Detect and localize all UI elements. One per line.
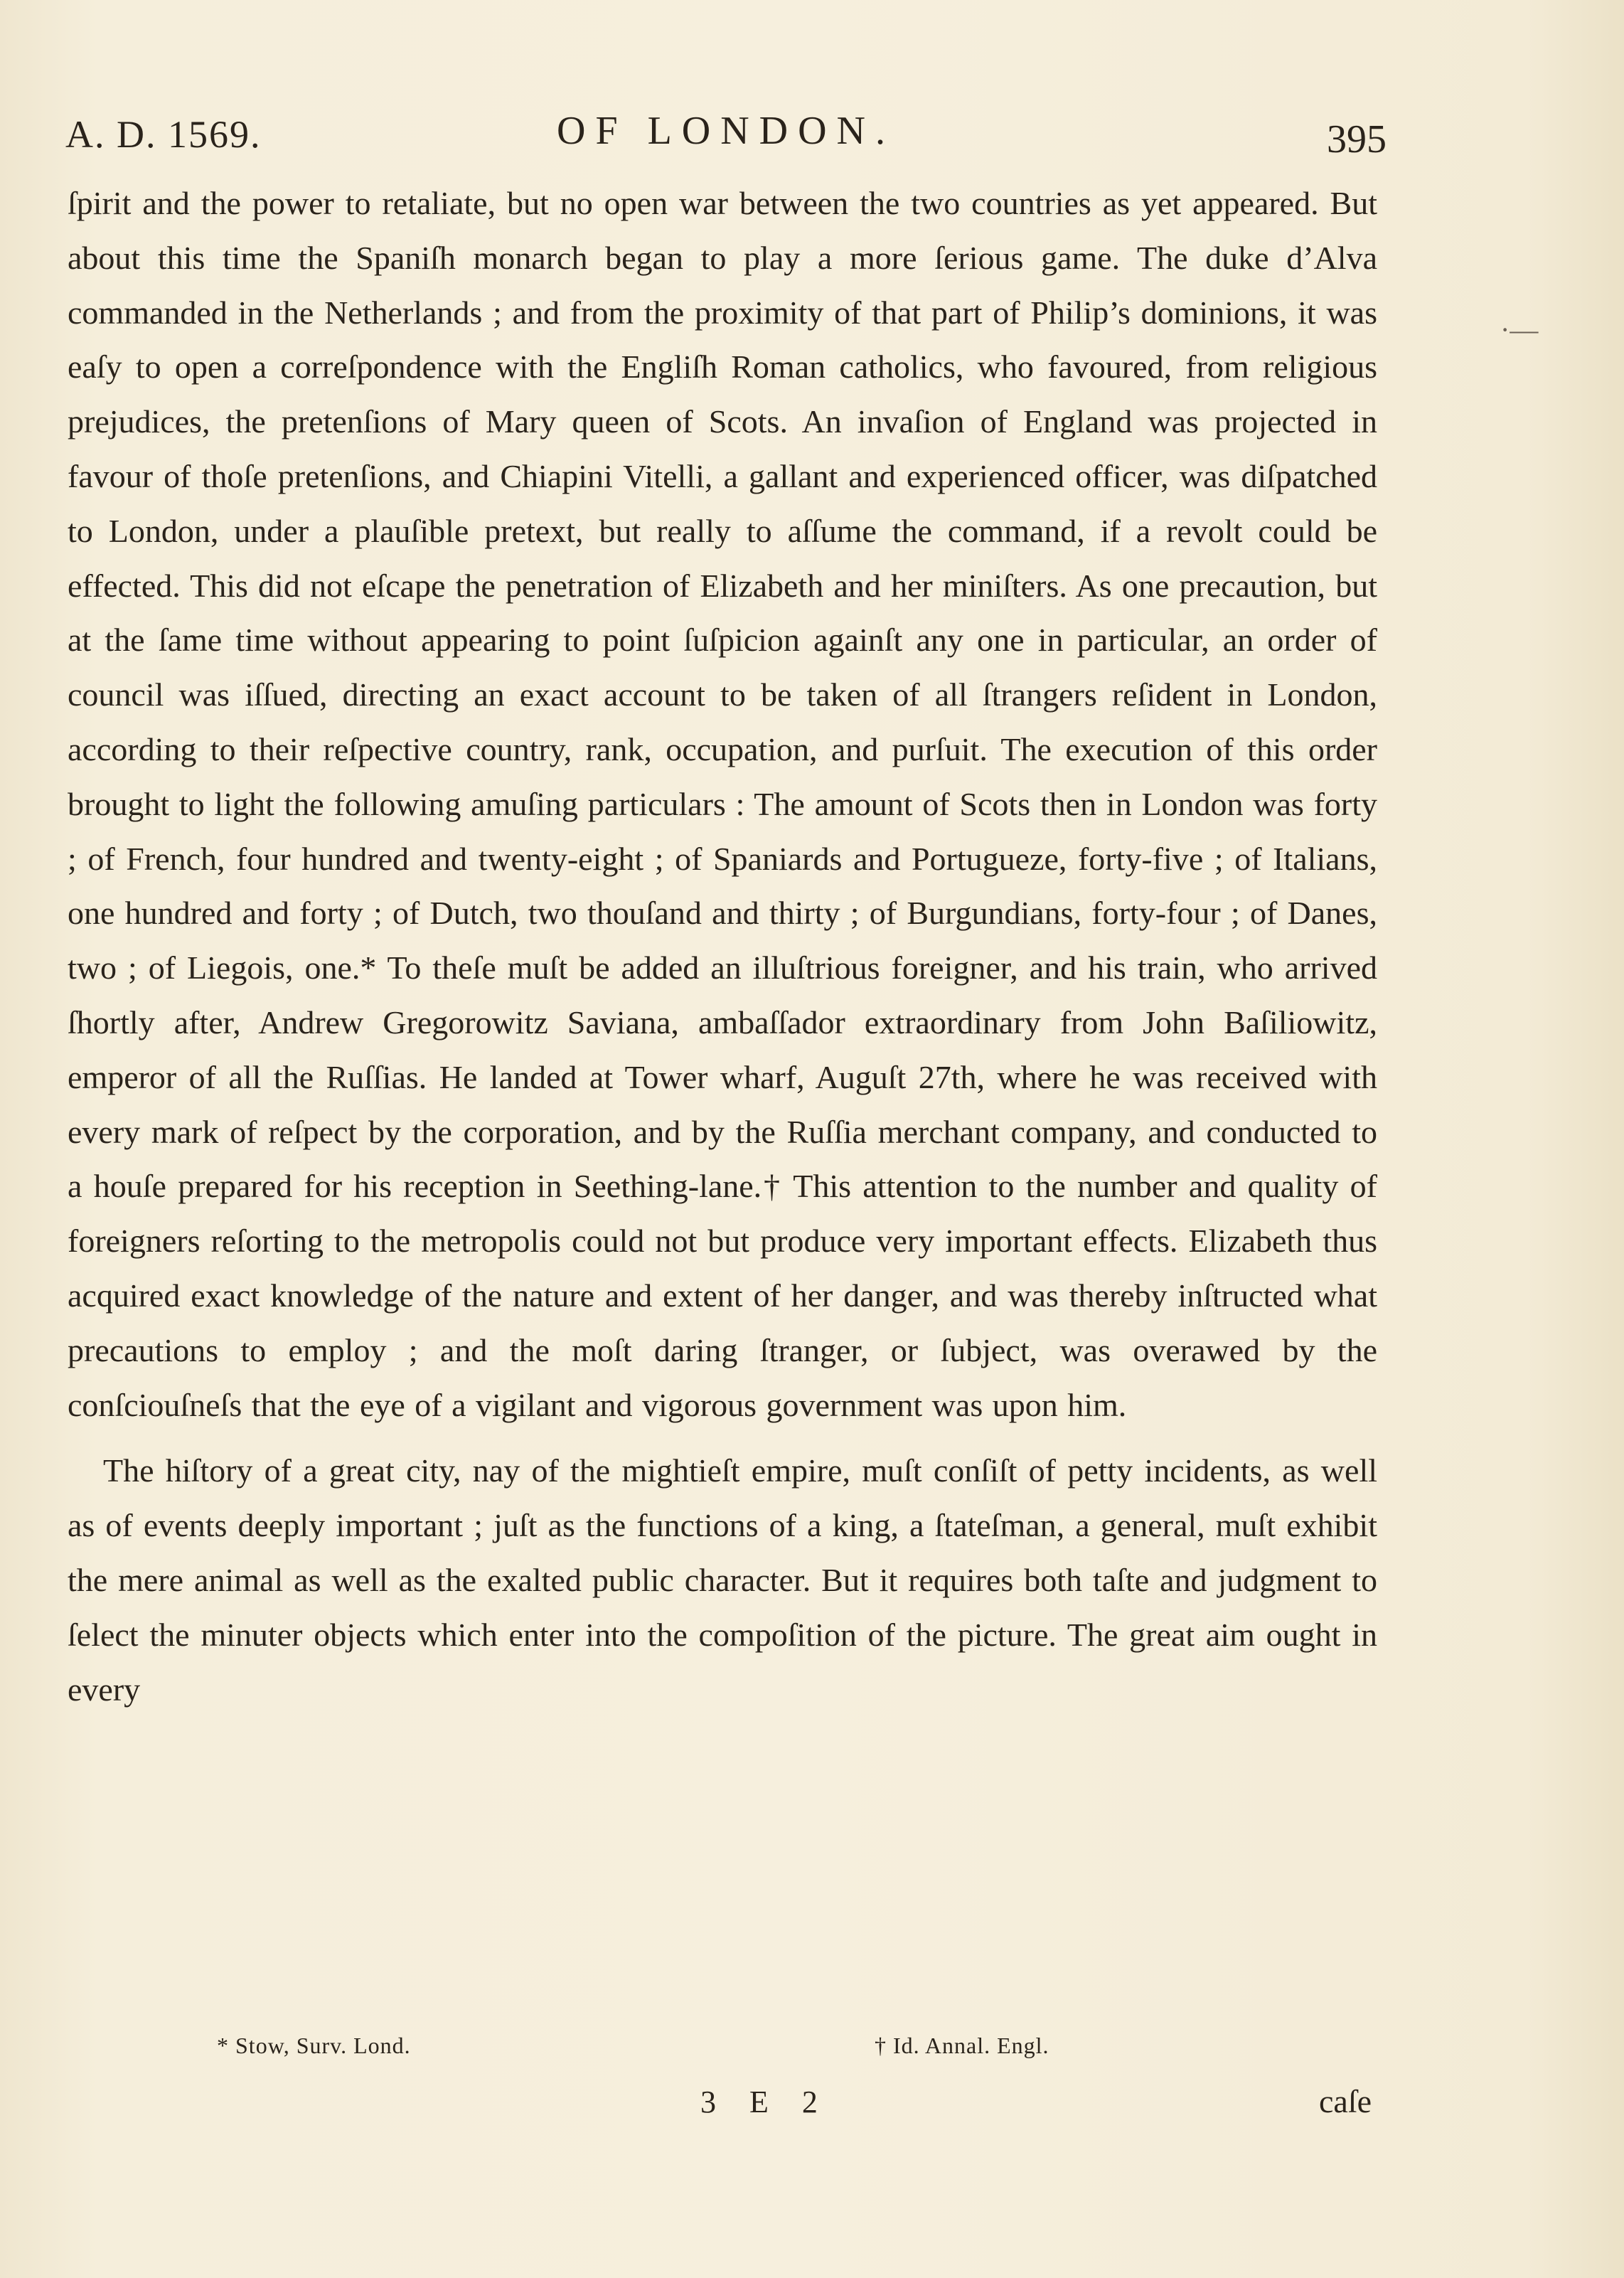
- paragraph-1: ſpirit and the power to retaliate, but no open war between the two countries as yet appeared. But about this time the Spaniſh monarch began to play a more ſerious game. The duke d’Alva commanded in the Netherlands ; and from the proximity of that part of Philip’s dominions, it was eaſy to open a correſpondence with the Engliſh Roman catholics, who favoured, from religious prejudices, the pretenſions of Mary queen of Scots. An invaſion of England was projected in favour of thoſe pretenſions, and Chiapini Vitelli, a gallant and experienced officer, was diſpatched to London, under a plauſible pretext, but really to aſſume the command, if a revolt could be effected. This did not eſcape the penetration of Elizabeth and her miniſters. As one precaution, but at the ſame time without appearing to point ſuſpicion againſt any one in particular, an order of council was iſſued, directing an exact account to be taken of all ſtrangers reſident in London, according to their reſpective country, rank, occupation, and purſuit. The execution of this order brought to light the following amuſing particulars : The amount of Scots then in London was forty ; of French, four hundred and twenty-eight ; of Spaniards and Portugueze, forty-five ; of Italians, one hundred and forty ; of Dutch, two thouſand and thirty ; of Burgundians, forty-four ; of Danes, two ; of Liegois, one.* To theſe muſt be added an illuſtrious foreigner, and his train, who arrived ſhortly after, Andrew Gregorowitz Saviana, ambaſſador extraordinary from John Baſiliowitz, emperor of all the Ruſſias. He landed at Tower wharf, Auguſt 27th, where he was received with every mark of reſpect by the corporation, and by the Ruſſia merchant company, and conducted to a houſe prepared for his reception in Seething-lane.† This attention to the number and quality of foreigners reſorting to the metropolis could not but produce very important effects. Elizabeth thus acquired exact knowledge of the nature and extent of her danger, and was thereby inſtructed what precautions to employ ; and the moſt daring ſtranger, or ſubject, was overawed by the conſciouſneſs that the eye of a vigilant and vigorous government was upon him.: [68, 185, 1377, 1423]
- running-header: [65, 107, 1387, 164]
- page-number: 395: [1327, 117, 1387, 161]
- header-year: A. D. 1569.: [65, 113, 262, 156]
- footnote-2: † Id. Annal. Engl.: [875, 2033, 1049, 2058]
- header-title: OF LONDON.: [557, 109, 895, 153]
- catchword: caſe: [1319, 2083, 1372, 2119]
- main-text: [68, 176, 1377, 1717]
- signature-mark: 3 E 2: [700, 2085, 830, 2119]
- margin-mark: ·—: [1500, 314, 1539, 346]
- footnote-1: * Stow, Surv. Lond.: [217, 2033, 411, 2058]
- paragraph-2: The hiſtory of a great city, nay of the mightieſt empire, muſt conſiſt of petty incidents, as well as of events deeply important ; juſt as the functions of a king, a ſtateſman, a general, muſt exhibit the mere animal as well as the exalted public character. But it requires both taſte and judgment to ſelect the minuter objects which enter into the compoſition of the picture. The great aim ought in every: [68, 1452, 1377, 1708]
